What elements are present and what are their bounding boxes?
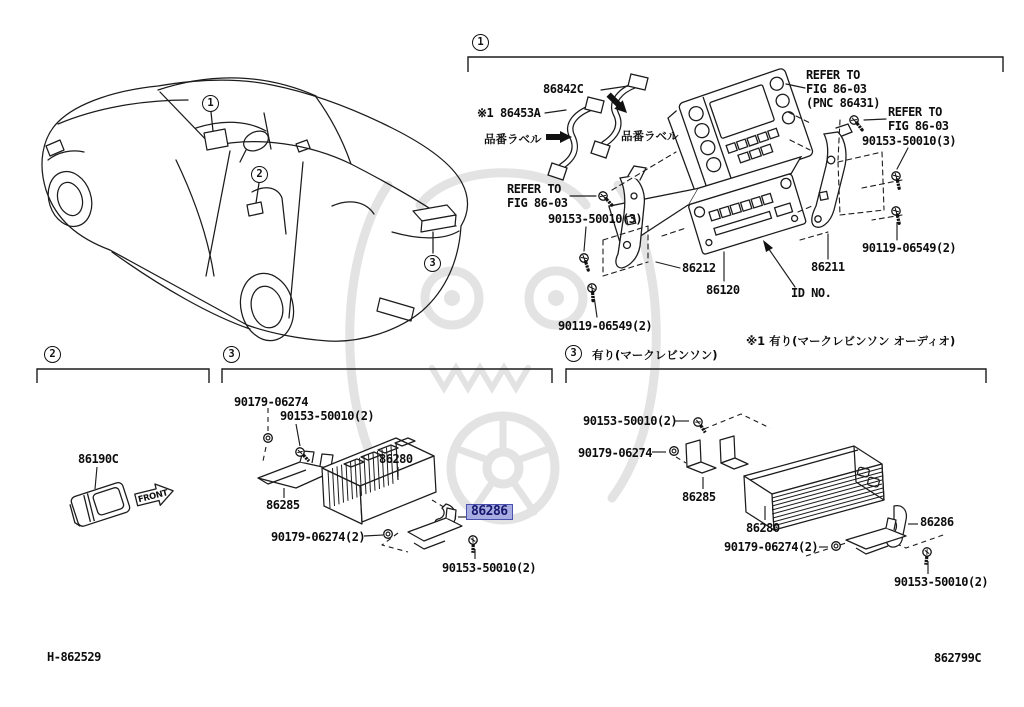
part-90153-50010-3-left[interactable]: 90153-50010(3) (548, 212, 643, 226)
section4-callout: 3 (565, 345, 582, 362)
refer-line2: FIG 86-03 (507, 196, 568, 210)
part-86285-ml[interactable]: 86285 (682, 490, 716, 504)
part-number-label-ja-1: 品番ラベル (484, 132, 542, 146)
part-number-label-ja-2: 品番ラベル (621, 129, 679, 143)
part-86211[interactable]: 86211 (811, 260, 845, 274)
refer-note-left (507, 182, 568, 210)
refer-line2: FIG 86-03 (806, 82, 867, 96)
section1-callout: 1 (472, 34, 489, 51)
refer-line2: FIG 86-03 (888, 119, 949, 133)
part-90153-50010-2[interactable]: 90153-50010(2) (280, 409, 375, 423)
part-90179-06274[interactable]: 90179-06274 (234, 395, 308, 409)
part-86286-highlighted[interactable]: 86286 (466, 504, 513, 520)
part-90119-06549-2-left[interactable]: 90119-06549(2) (558, 319, 653, 333)
part-86453a[interactable]: ※1 86453A (477, 106, 541, 120)
part-86120[interactable]: 86120 (706, 283, 740, 297)
car-callout-3: 3 (424, 255, 441, 272)
refer-line1: REFER TO (507, 182, 561, 196)
figure-code-left: H-862529 (47, 650, 101, 664)
section2-callout: 2 (44, 346, 61, 363)
refer-line1: REFER TO (806, 68, 860, 82)
sec2-artwork (67, 467, 176, 528)
car-callout-1: 1 (202, 95, 219, 112)
part-90153-50010-2b[interactable]: 90153-50010(2) (442, 561, 537, 575)
car-illustration (41, 78, 467, 346)
section3-callout: 3 (223, 346, 240, 363)
part-90179-06274-2-ml[interactable]: 90179-06274(2) (724, 540, 819, 554)
car-callout-2: 2 (251, 166, 268, 183)
refer-pnc: (PNC 86431) (806, 96, 880, 110)
front-arrow-label: FRONT (137, 488, 169, 506)
section4-title: 有り(マークレビンソン) (592, 348, 718, 362)
part-90153-50010-2-ml[interactable]: 90153-50010(2) (583, 414, 678, 428)
id-no-label: ID NO. (791, 286, 832, 300)
refer-line1: REFER TO (888, 105, 942, 119)
refer-note-right (888, 105, 949, 133)
part-90153-50010-3-right[interactable]: 90153-50010(3) (862, 134, 957, 148)
refer-note-pnc (806, 68, 880, 110)
part-86280[interactable]: 86280 (379, 452, 413, 466)
part-86842c[interactable]: 86842C (543, 82, 584, 96)
part-90179-06274-ml[interactable]: 90179-06274 (578, 446, 652, 460)
part-90179-06274-2[interactable]: 90179-06274(2) (271, 530, 366, 544)
part-86285[interactable]: 86285 (266, 498, 300, 512)
part-86190c[interactable]: 86190C (78, 452, 119, 466)
part-86212[interactable]: 86212 (682, 261, 716, 275)
part-90153-50010-2b-ml[interactable]: 90153-50010(2) (894, 575, 989, 589)
mark-levinson-note: ※1 有り(マークレビンソン オーディオ) (746, 334, 956, 348)
part-86280-ml[interactable]: 86280 (746, 521, 780, 535)
figure-code-right: 862799C (934, 651, 982, 665)
part-90119-06549-2-right[interactable]: 90119-06549(2) (862, 241, 957, 255)
part-86286-ml[interactable]: 86286 (920, 515, 954, 529)
